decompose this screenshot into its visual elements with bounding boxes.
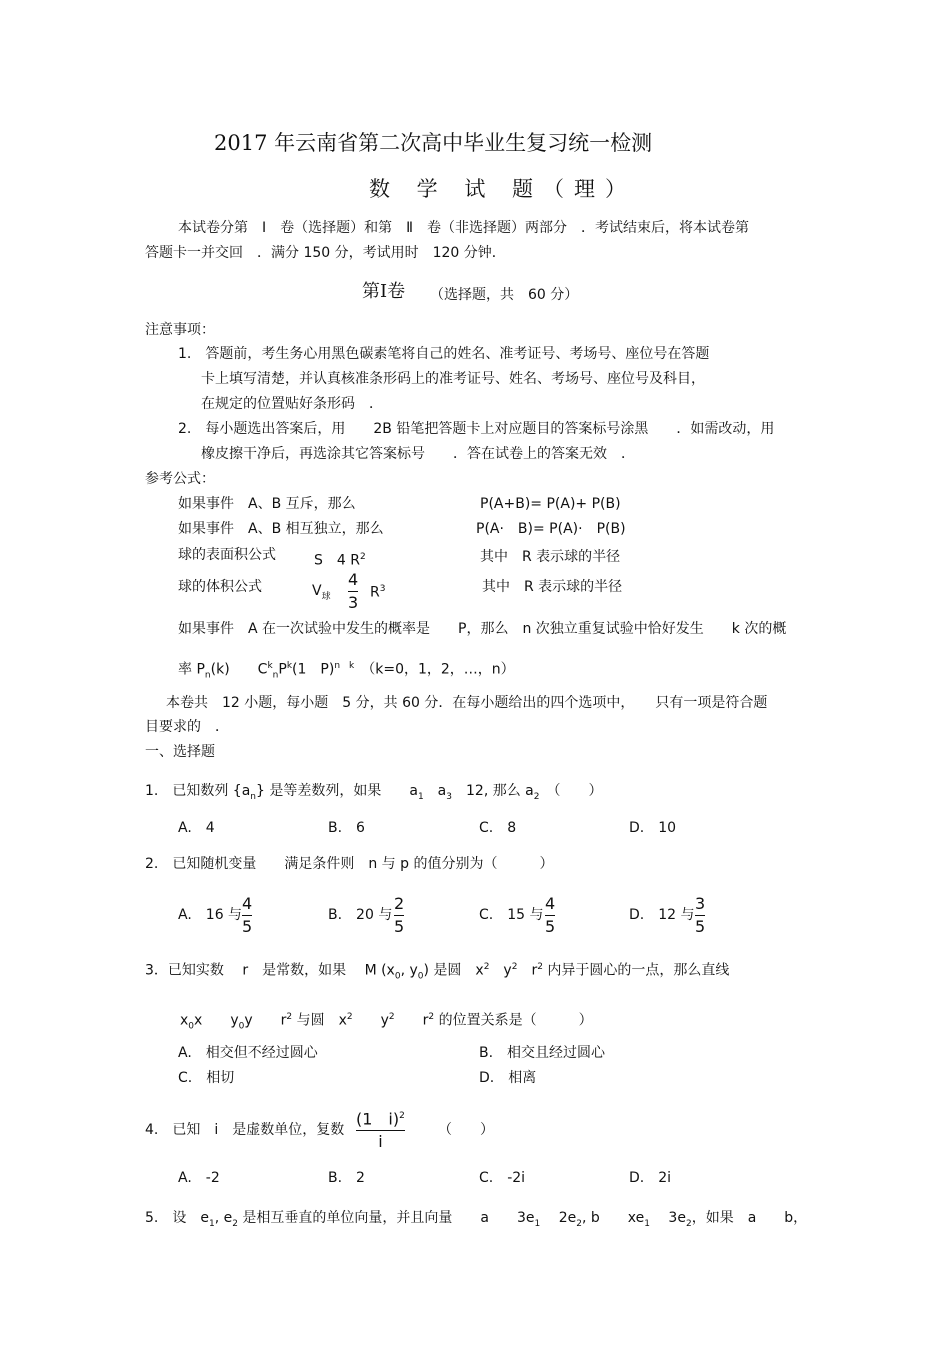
q2-option-a: A. 16 与 [178, 907, 243, 923]
q2-option-d-fraction: 3 5 [695, 894, 706, 936]
note-1-line-1: 1. 答题前，考生务心用黑色碳素笔将自己的姓名、准考证号、考场号、座位号在答题 [178, 346, 710, 362]
question-5: 5. 设 $e_1$, $e_2$ 是相互垂直的单位向量，并且向量 a $3e_1$ $2e_2$, b $xe_1$ $3e_2$，如果 a b， [145, 1210, 808, 1229]
q2-option-a-fraction: 4 5 [242, 894, 253, 936]
q3-option-a: A. 相交但不经过圆心 [178, 1045, 318, 1061]
formula-2: P(A· B)= P(A)· P(B) [476, 521, 626, 537]
q1-option-b: B. 6 [328, 820, 365, 836]
q4-option-a: A. -2 [178, 1170, 220, 1186]
section-title: 第Ⅰ卷 [362, 281, 406, 302]
page-title: 2017 年云南省第二次高中毕业生复习统一检测 [214, 131, 653, 155]
q4-option-c: C. -2i [479, 1170, 526, 1186]
section-subtitle: （选择题，共 60 分） [430, 287, 579, 303]
q2-option-b: B. 20 与 [328, 907, 393, 923]
question-4-bracket: （ ） [438, 1122, 494, 1138]
formula-1-label: 如果事件 A、B 互斥，那么 [178, 496, 356, 512]
question-3-line-2: $x_0x$ $y_0y$ $r^2$ 与圆 $x^2$ $y^2$ $r^2$ 的位置关系是（ ） [180, 1012, 593, 1032]
note-2-line-2: 橡皮擦干净后，再选涂其它答案标号 ．答在试卷上的答案无效 ． [201, 446, 635, 462]
question-3-line-1: 3．已知实数 r 是常数，如果 M ($x_0$, $y_0$) 是圆 $x^2$ $y^2$ $r^2$ 内异于圆心的一点，那么直线 [145, 962, 730, 982]
q4-option-d: D. 2i [629, 1170, 672, 1186]
formula-4-r: $R^3$ [370, 584, 386, 601]
q1-option-c: C. 8 [479, 820, 517, 836]
note-2-line-1: 2. 每小题选出答案后，用 2B 铅笔把答题卡上对应题目的答案标号涂黑 ．如需改动，用 [178, 421, 775, 437]
formula-4-fraction: 4 3 [348, 570, 359, 612]
q2-option-c-fraction: 4 5 [545, 894, 556, 936]
q2-option-c: C. 15 与 [479, 907, 544, 923]
formula-2-label: 如果事件 A、B 相互独立，那么 [178, 521, 384, 537]
formula-3-note: 其中 R 表示球的半径 [480, 549, 621, 565]
part-heading: 一、选择题 [145, 744, 215, 760]
part-intro-line-1: 本卷共 12 小题，每小题 5 分，共 60 分．在每小题给出的四个选项中， 只有一项是符合题 [166, 695, 768, 711]
note-1-line-3: 在规定的位置贴好条形码 ． [201, 396, 383, 412]
formula-4-v: $V_球$ [312, 583, 331, 602]
q1-option-d: D. 10 [629, 820, 677, 836]
note-1-line-2: 卡上填写清楚，并认真核准条形码上的准考证号、姓名、考场号、座位号及科目， [201, 371, 705, 387]
formula-5-line-2: 率 $P_n(k)$ $C^k_nP^k(1$ P)$^{n k}$ （k=0，1，2，…，n） [178, 661, 515, 681]
formula-3: S 4 $R^2$ [314, 552, 366, 569]
q1-option-a: A. 4 [178, 820, 215, 836]
q3-option-b: B. 相交且经过圆心 [479, 1045, 606, 1061]
formula-1: P(A+B)= P(A)+ P(B) [480, 496, 621, 512]
question-4: 4. 已知 i 是虚数单位，复数 [145, 1122, 345, 1138]
q2-option-b-fraction: 2 5 [394, 894, 405, 936]
formula-4-note: 其中 R 表示球的半径 [482, 579, 623, 595]
page-subtitle: 数 学 试 题（理） [369, 177, 637, 201]
question-2: 2. 已知随机变量 满足条件则 n 与 p 的值分别为（ ） [145, 856, 554, 872]
intro-line-1: 本试卷分第 Ⅰ 卷（选择题）和第 Ⅱ 卷（非选择题）两部分 ．考试结束后，将本试卷第 [178, 220, 750, 236]
notes-heading: 注意事项： [145, 322, 215, 338]
formula-5-line-1: 如果事件 A 在一次试验中发生的概率是 P，那么 n 次独立重复试验中恰好发生 k 次的概 [178, 621, 787, 637]
part-intro-line-2: 目要求的 ． [145, 719, 229, 735]
q3-option-d: D. 相离 [479, 1070, 537, 1086]
formula-4-label: 球的体积公式 [178, 579, 262, 595]
intro-line-2: 答题卡一并交回 ．满分 150 分，考试用时 120 分钟． [145, 245, 506, 261]
q4-option-b: B. 2 [328, 1170, 365, 1186]
formula-3-label: 球的表面积公式 [178, 547, 276, 563]
question-1: 1. 已知数列 $\{a_n\}$ 是等差数列，如果 $a_1$ $a_3$ 12, 那么 $a_2$ （ ） [145, 783, 603, 802]
q3-option-c: C. 相切 [178, 1070, 235, 1086]
q4-fraction: (1 i)$^2$ i [356, 1109, 405, 1152]
q2-option-d: D. 12 与 [629, 907, 695, 923]
formula-heading: 参考公式： [145, 471, 215, 487]
